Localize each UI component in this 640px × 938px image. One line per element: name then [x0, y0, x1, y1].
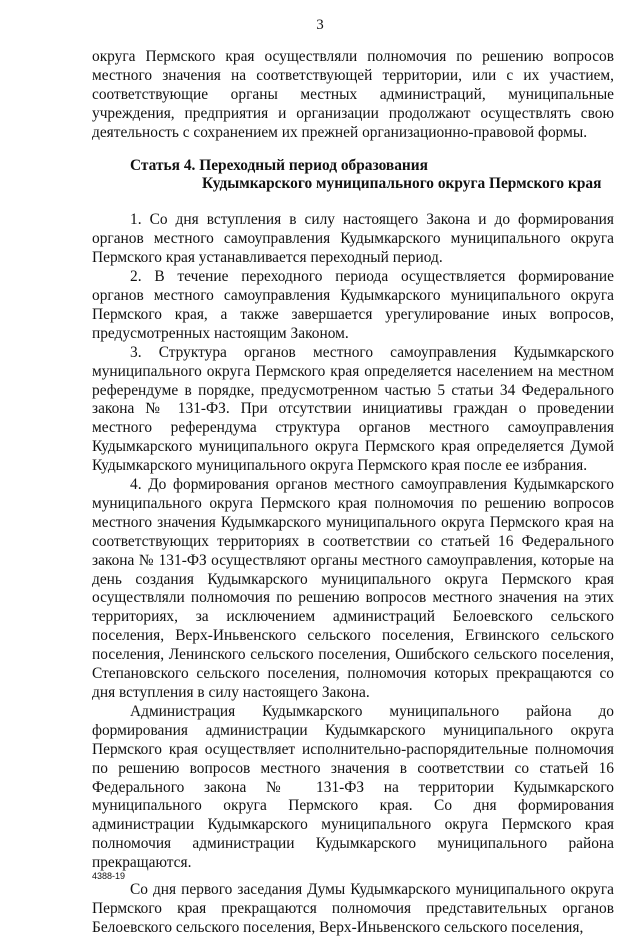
footer-code: 4388-19 — [92, 871, 126, 881]
page-number: 3 — [316, 17, 324, 33]
paragraph-2: 2. В течение переходного периода осуществляется формирование органов местного самоуправления Кудымкарского муниципального округа Пермского края, а также завершается урегулирование иных вопросов, предусмотренных настоящим Законом. — [92, 268, 614, 342]
paragraph-duma: Со дня первого заседания Думы Кудымкарского муниципального округа Пермского края прекращаются полномочия представительных органов Белоевского сельского поселения, Верх-Иньвенского сельского поселения, — [92, 881, 614, 936]
document-body — [92, 48, 614, 938]
paragraph-4: 4. До формирования органов местного самоуправления Кудымкарского муниципального округа Пермского края полномочия по решению вопросов местного значения Кудымкарского муниципального округа Пермского края на соответствующих территориях в соответствии со статьей 16 Федерального закона № 131-ФЗ осуществляют органы местного самоуправления, которые на день создания Кудымкарского муниципального округа Пермского края осуществляли полномочия по решению вопросов местного значения на этих территориях, за исключением администраций Белоевского сельского поселения, Верх-Иньвенского сельского поселения, Егвинского сельского поселения, Ленинского сельского поселения, Ошибского сельского поселения, Степановского сельского поселения, полномочия которых прекращаются со дня вступления в силу настоящего Закона. — [92, 476, 614, 701]
article-heading-line1: Статья 4. Переходный период образования — [130, 156, 428, 174]
continuation-paragraph: округа Пермского края осуществляли полномочия по решению вопросов местного значения на соответствующей территории, или с их участием, соответствующие органы местных администраций, муниципальные учреждения, предприятия и организации продолжают осуществлять свою деятельность с сохранением их прежней организационно-правовой формы. — [92, 48, 614, 141]
paragraph-1: 1. Со дня вступления в силу настоящего Закона и до формирования органов местного самоуправления Кудымкарского муниципального округа Пермского края устанавливается переходный период. — [92, 211, 614, 267]
paragraph-3: 3. Структура органов местного самоуправления Кудымкарского муниципального округа Пермского края определяется населением на местном референдуме в порядке, предусмотренном частью 5 статьи 34 Федерального закона № 131-ФЗ. При отсутствии инициативы граждан о проведении местного референдума структура органов местного самоуправления Кудымкарского муниципального округа Пермского края определяется Думой Кудымкарского муниципального округа Пермского края после ее избрания. — [92, 343, 614, 475]
paragraph-administration: Администрация Кудымкарского муниципального района до формирования администрации Кудымкарского муниципального округа Пермского края осуществляет исполнительно-распорядительные полномочия по решению вопросов местного значения в соответствии со статьей 16 Федерального закона № 131-ФЗ на территории Кудымкарского муниципального округа Пермского края. Со дня формирования администрации Кудымкарского муниципального округа Пермского края полномочия администрации Кудымкарского муниципального района прекращаются. — [92, 702, 614, 872]
article-heading-line2: Кудымкарского муниципального округа Пермского края — [202, 175, 602, 193]
article-heading — [92, 157, 614, 195]
